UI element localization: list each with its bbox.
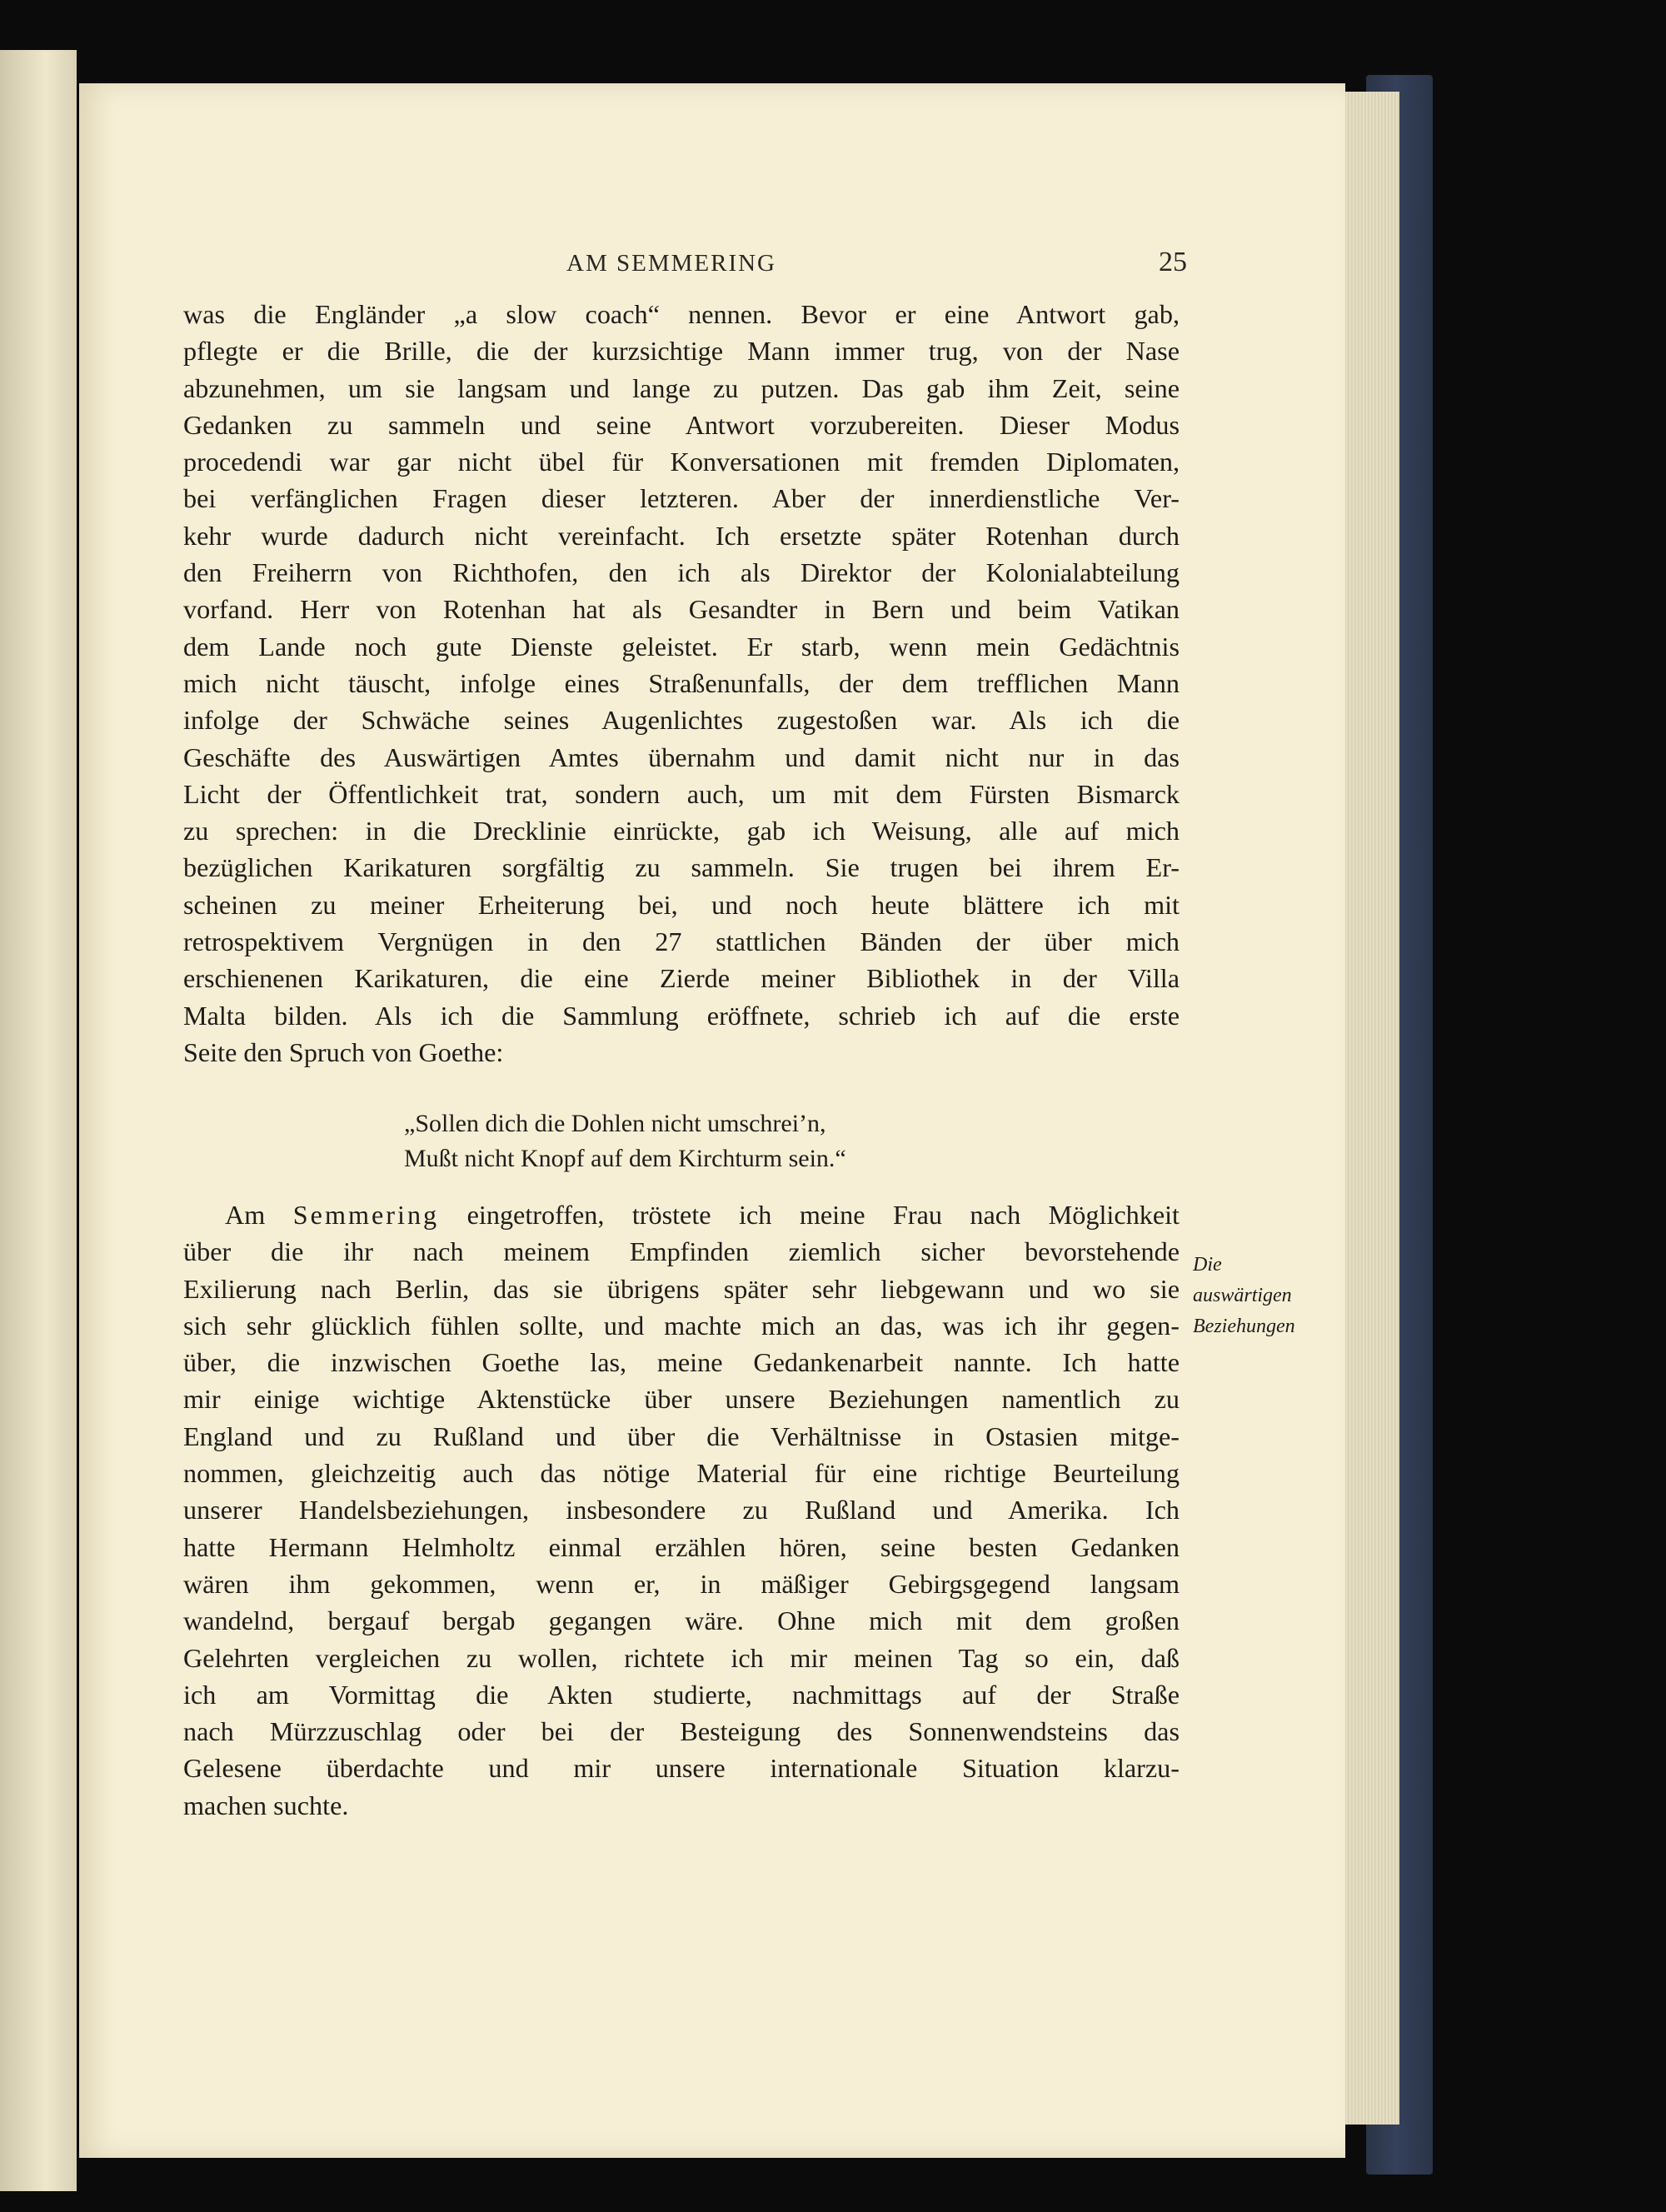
text-line: retrospektivem Vergnügen in den 27 stattlichen Bänden der über mich [183, 926, 1180, 957]
text-line: Malta bilden. Als ich die Sammlung eröffnete, schrieb ich auf die erste [183, 1000, 1180, 1031]
goethe-quote [404, 1106, 846, 1176]
margin-note-line: auswärtigen [1193, 1285, 1292, 1306]
text-fragment: Am [225, 1200, 293, 1230]
text-line: zu sprechen: in die Drecklinie einrückte, gab ich Weisung, alle auf mich [183, 816, 1180, 846]
text-line: England und zu Rußland und über die Verhältnisse in Ostasien mitge- [183, 1421, 1180, 1451]
text-line: über, die inzwischen Goethe las, meine Gedankenarbeit nannte. Ich hatte [183, 1347, 1180, 1378]
text-line: procedendi war gar nicht übel für Konversationen mit fremden Diplomaten, [183, 447, 1180, 477]
margin-note [1193, 1250, 1295, 1342]
running-title: AM SEMMERING [566, 250, 776, 277]
text-line-first [183, 1196, 1180, 1233]
text-line: sich sehr glücklich fühlen sollte, und machte mich an das, was ich ihr gegen- [183, 1310, 1180, 1341]
paragraph-2 [183, 1196, 1180, 1824]
text-line: hatte Hermann Helmholtz einmal erzählen hören, seine besten Gedanken [183, 1531, 1180, 1562]
quote-line: Mußt nicht Knopf auf dem Kirchturm sein.“ [404, 1145, 846, 1172]
text-line: wandelnd, bergauf bergab gegangen wäre. Ohne mich mit dem großen [183, 1605, 1180, 1636]
left-page-edge [0, 50, 77, 2191]
margin-note-line: Die [1193, 1254, 1222, 1276]
paragraph-1 [183, 296, 1180, 1071]
text-line: mich nicht täuscht, infolge eines Straßenunfalls, der dem trefflichen Mann [183, 667, 1180, 698]
text-line: erschienenen Karikaturen, die eine Zierde meiner Bibliothek in der Villa [183, 963, 1180, 994]
text-line: kehr wurde dadurch nicht vereinfacht. Ich ersetzte später Rotenhan durch [183, 520, 1180, 551]
text-line: Licht der Öffentlichkeit trat, sondern auch, um mit dem Fürsten Bismarck [183, 778, 1180, 809]
spaced-word: Semmering [292, 1200, 440, 1230]
text-fragment: eingetroffen, tröstete ich meine Frau nach Möglichkeit [439, 1200, 1180, 1230]
text-line: was die Engländer „a slow coach“ nennen. Bevor er eine Antwort gab, [183, 299, 1180, 329]
text-line: bei verfänglichen Fragen dieser letzteren. Aber der innerdienstliche Ver- [183, 483, 1180, 514]
text-line: dem Lande noch gute Dienste geleistet. Er starb, wenn mein Gedächtnis [183, 631, 1180, 662]
text-line: bezüglichen Karikaturen sorgfältig zu sammeln. Sie trugen bei ihrem Er- [183, 852, 1180, 883]
text-line: ich am Vormittag die Akten studierte, nachmittags auf der Straße [183, 1679, 1180, 1710]
text-line: infolge der Schwäche seines Augenlichtes zugestoßen war. Als ich die [183, 705, 1180, 736]
text-line: mir einige wichtige Aktenstücke über unsere Beziehungen namentlich zu [183, 1384, 1180, 1415]
text-line: nommen, gleichzeitig auch das nötige Material für eine richtige Beurteilung [183, 1458, 1180, 1489]
text-line: Geschäfte des Auswärtigen Amtes übernahm und damit nicht nur in das [183, 741, 1180, 772]
quote-line: „Sollen dich die Dohlen nicht umschrei’n, [404, 1110, 826, 1137]
text-line: den Freiherrn von Richthofen, den ich als Direktor der Kolonialabteilung [183, 557, 1180, 588]
text-line: unserer Handelsbeziehungen, insbesondere zu Rußland und Amerika. Ich [183, 1495, 1180, 1525]
page-number: 25 [1159, 247, 1187, 277]
running-header [183, 247, 1187, 283]
text-line: Gedanken zu sammeln und seine Antwort vorzubereiten. Dieser Modus [183, 409, 1180, 440]
margin-note-line: Beziehungen [1193, 1316, 1295, 1337]
text-line: abzunehmen, um sie langsam und lange zu putzen. Das gab ihm Zeit, seine [183, 372, 1180, 403]
text-line: Seite den Spruch von Goethe: [183, 1036, 504, 1067]
text-line: Gelehrten vergleichen zu wollen, richtete ich mir meinen Tag so ein, daß [183, 1642, 1180, 1673]
text-line: Exilierung nach Berlin, das sie übrigens später sehr liebgewann und wo sie [183, 1273, 1180, 1304]
text-line: wären ihm gekommen, wenn er, in mäßiger Gebirgsgegend langsam [183, 1568, 1180, 1599]
text-line: nach Mürzzuschlag oder bei der Besteigung des Sonnenwendsteins das [183, 1716, 1180, 1747]
text-line: Gelesene überdachte und mir unsere internationale Situation klarzu- [183, 1753, 1180, 1784]
text-line: vorfand. Herr von Rotenhan hat als Gesandter in Bern und beim Vatikan [183, 594, 1180, 625]
text-line: pflegte er die Brille, die der kurzsichtige Mann immer trug, von der Nase [183, 336, 1180, 367]
text-line: machen suchte. [183, 1790, 349, 1820]
page-block-edges [1337, 92, 1399, 2125]
text-line: über die ihr nach meinem Empfinden ziemlich sicher bevorstehende [183, 1236, 1180, 1267]
text-line: scheinen zu meiner Erheiterung bei, und noch heute blättere ich mit [183, 889, 1180, 920]
